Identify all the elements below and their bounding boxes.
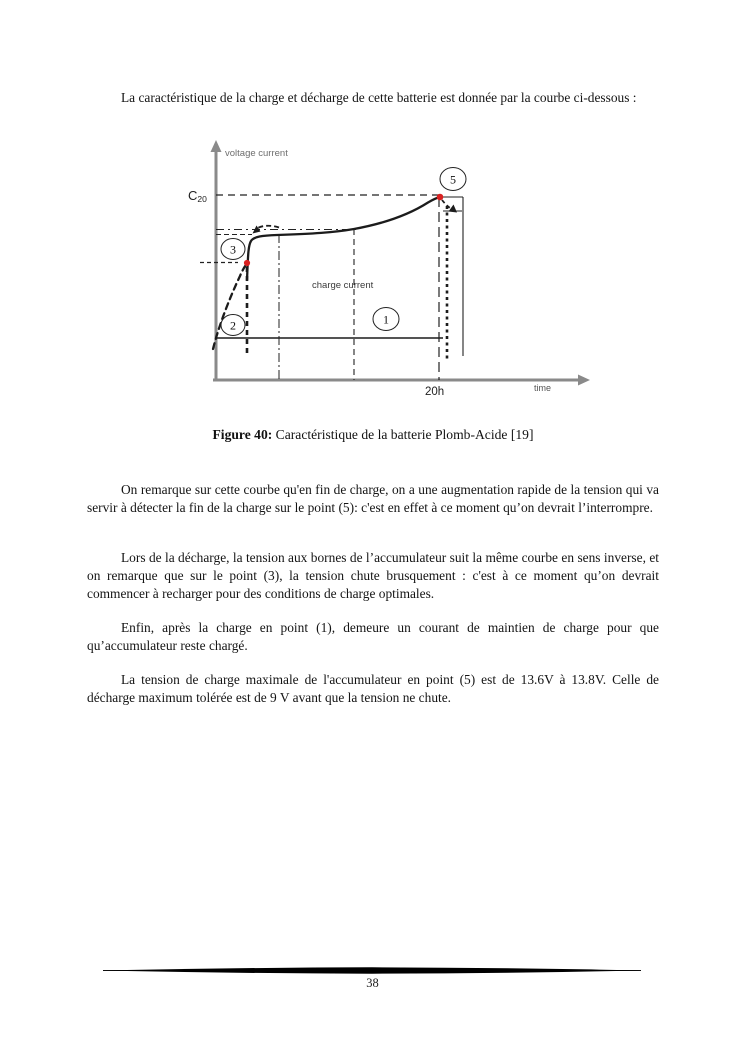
circle-point-5-label: 5 (450, 172, 456, 187)
intro-paragraph: La caractéristique de la charge et décharge de cette batterie est donnée par la courbe ci-dessous : (121, 90, 637, 105)
y-axis-label: voltage current (225, 148, 288, 159)
footer-divider (103, 967, 641, 974)
circle-point-1-label: 1 (383, 312, 389, 327)
body-paragraph-2: Lors de la décharge, la tension aux bornes de l’accumulateur suit la même courbe en sens inverse, et on remarque que sur le point (3), la tension chute brusquement : c'est à ce moment qu’on devrait commencer à recharger pour des conditions de charge optimales. (87, 550, 659, 601)
discharge-dashed-curve (213, 264, 247, 350)
x-axis-label: time (534, 383, 552, 393)
red-marker-point5 (437, 194, 444, 201)
figure-caption (87, 427, 659, 443)
x-tick-20h: 20h (425, 386, 445, 398)
body-paragraph-4: La tension de charge maximale de l'accumulateur en point (5) est de 13.6V à 13.8V. Celle de décharge maximum tolérée est de 9 V avant que la tension ne chute. (87, 672, 659, 705)
charge-current-annotation: charge current (312, 280, 374, 291)
y-tick-c20-main: C (188, 188, 198, 203)
figure-caption-label: Figure 40: (212, 427, 273, 442)
x-axis-arrow-icon (578, 375, 590, 386)
circle-point-2-label: 2 (230, 318, 236, 333)
circle-point-3-label: 3 (230, 242, 236, 257)
page-number: 38 (366, 976, 379, 990)
battery-charge-figure (182, 139, 602, 404)
y-axis-arrow-icon (211, 140, 222, 152)
battery-charge-chart (182, 139, 602, 404)
figure-caption-text: Caractéristique de la batterie Plomb-Acide [19] (272, 427, 534, 442)
y-tick-c20 (188, 188, 207, 204)
post-peak-arrow-icon (449, 205, 458, 213)
y-tick-c20-sub: 20 (197, 194, 207, 204)
body-paragraph-3: Enfin, après la charge en point (1), demeure un courant de maintien de charge pour que qu’accumulateur reste chargé. (87, 620, 659, 653)
body-paragraph-1: On remarque sur cette courbe qu'en fin de charge, on a une augmentation rapide de la tension qui va servir à détecter la fin de la charge sur le point (5): c'est en effet à ce moment qu’on devrait l’interrompre. (87, 482, 659, 515)
discharge-direction-dashed (256, 226, 279, 229)
charge-voltage-curve (247, 197, 440, 280)
red-marker-point3 (244, 260, 250, 266)
